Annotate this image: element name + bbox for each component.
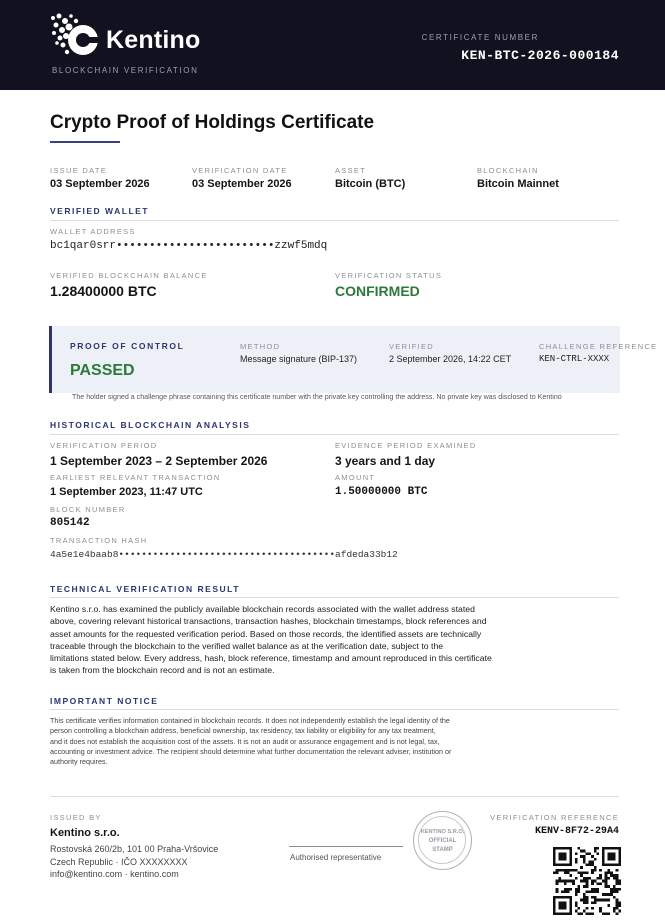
section-divider [50, 220, 619, 221]
wallet-address-label: WALLET ADDRESS [50, 227, 136, 236]
proof-note: The holder signed a challenge phrase containing this certificate number with the private key controlling the address. No private key was disclosed to Kentino [72, 393, 562, 401]
block-number-value: 805142 [50, 517, 90, 529]
blockchain-value: Bitcoin Mainnet [477, 178, 559, 190]
verification-reference-label: VERIFICATION REFERENCE [490, 813, 619, 822]
proof-of-control-panel [49, 326, 658, 393]
section-divider [50, 597, 619, 598]
issuer-details [50, 843, 218, 881]
balance-value: 1.28400000 BTC [50, 283, 157, 299]
challenge-value: KEN-CTRL-XXXX [539, 354, 610, 364]
blockchain-label: BLOCKCHAIN [477, 166, 539, 175]
technical-line: is taken from the blockchain record and is not an estimate. [50, 665, 275, 676]
verified-value: 2 September 2026, 14:22 CET [389, 354, 512, 364]
notice-line: accounting or investment advice. The recipient should determine what further documentation the relevant adviser, institution or [50, 746, 452, 756]
technical-line: asset amounts for the requested verification period. Based on those records, the identified assets are technically [50, 628, 482, 639]
balance-label: VERIFIED BLOCKCHAIN BALANCE [50, 271, 208, 280]
evidence-label: EVIDENCE PERIOD EXAMINED [335, 441, 477, 450]
method-label: METHOD [240, 342, 281, 351]
verified-wallet-heading: VERIFIED WALLET [50, 206, 149, 216]
evidence-value: 3 years and 1 day [335, 454, 436, 468]
issue-date-value: 03 September 2026 [50, 178, 150, 190]
stamp-text: STAMP [432, 847, 453, 853]
official-stamp [413, 811, 472, 870]
transaction-hash: 4a5e1e4baab8••••••••••••••••••••••••••••••••••••••afdeda33b12 [50, 549, 398, 560]
verification-date-label: VERIFICATION DATE [192, 166, 288, 175]
period-label: VERIFICATION PERIOD [50, 441, 158, 450]
certificate-number: KEN-BTC-2026-000184 [461, 48, 619, 63]
technical-line: Kentino s.r.o. has examined the publicly available blockchain records associated with the wallet address stated [50, 604, 475, 614]
page-title: Crypto Proof of Holdings Certificate [50, 112, 375, 133]
earliest-label: EARLIEST RELEVANT TRANSACTION [50, 473, 221, 482]
period-value: 1 September 2023 – 2 September 2026 [50, 454, 268, 468]
wallet-address: bc1qar0srr••••••••••••••••••••••••zzwf5mdq [50, 240, 328, 252]
notice-line: This certificate verifies information contained in blockchain records. It does not independently establish the legal identity of the [50, 716, 450, 725]
stamp-text: OFFICIAL [428, 838, 457, 844]
verified-label: VERIFIED [389, 342, 434, 351]
kentino-logo-icon [49, 12, 101, 64]
transaction-hash-label: TRANSACTION HASH [50, 536, 148, 545]
notice-line: person controlling a blockchain address, beneficial ownership, tax residency, tax liability or eligibility for any tax treatment, [50, 726, 436, 736]
earliest-value: 1 September 2023, 11:47 UTC [50, 486, 203, 498]
asset-value: Bitcoin (BTC) [335, 178, 406, 190]
technical-result-text [50, 603, 550, 677]
certificate-number-label: CERTIFICATE NUMBER [421, 33, 539, 42]
qr-code-icon [553, 847, 621, 915]
status-label: VERIFICATION STATUS [335, 271, 443, 280]
technical-line: above, covering relevant historical transactions, transaction hashes, blockchain timestamps, block references and [50, 616, 487, 627]
issuer-registration-line: Czech Republic · IČO XXXXXXXX [50, 856, 188, 867]
important-notice-text [50, 716, 540, 767]
proof-label: PROOF OF CONTROL [70, 341, 185, 351]
block-number-label: BLOCK NUMBER [50, 505, 126, 514]
issuer-contact-line: info@kentino.com · kentino.com [50, 869, 179, 879]
notice-line: authority requires. [50, 757, 108, 767]
signature-label: Authorised representative [290, 853, 382, 862]
brand-tagline: BLOCKCHAIN VERIFICATION [52, 66, 199, 75]
signature-line [289, 846, 403, 847]
method-value: Message signature (BIP-137) [240, 354, 358, 364]
challenge-label: CHALLENGE REFERENCE [539, 342, 658, 351]
issuer-address-line: Rostovská 260/2b, 101 00 Praha-Vršovice [50, 844, 219, 854]
status-badge: CONFIRMED [335, 283, 420, 299]
issued-by-label: ISSUED BY [50, 813, 102, 822]
asset-label: ASSET [335, 166, 367, 175]
section-divider [50, 709, 619, 710]
footer-divider [50, 796, 619, 797]
brand-name: Kentino [106, 26, 201, 54]
verification-reference: KENV-8F72-29A4 [534, 826, 619, 837]
issuer-name: Kentino s.r.o. [50, 827, 120, 839]
notice-line: and it does not establish the acquisition cost of the assets. It is not an audit or assurance engagement and is not legal, tax, [50, 736, 440, 746]
certificate-header [0, 0, 665, 90]
technical-line: traceable through the blockchain to the verified wallet balance as at the verification date, subject to the [50, 640, 444, 651]
section-divider [50, 434, 619, 435]
proof-result: PASSED [70, 362, 135, 379]
technical-line: limitations stated below. Every address, hash, block reference, timestamp and amount reproduced in this certificate [50, 653, 492, 664]
issue-date-label: ISSUE DATE [50, 166, 108, 175]
amount-value: 1.50000000 BTC [335, 486, 428, 498]
amount-label: AMOUNT [335, 473, 376, 482]
technical-result-heading: TECHNICAL VERIFICATION RESULT [50, 584, 240, 594]
title-underline [50, 141, 120, 143]
verification-date-value: 03 September 2026 [192, 178, 292, 190]
important-notice-heading: IMPORTANT NOTICE [50, 696, 159, 706]
stamp-text: KENTINO S.R.O. [420, 829, 465, 835]
historical-analysis-heading: HISTORICAL BLOCKCHAIN ANALYSIS [50, 420, 251, 430]
